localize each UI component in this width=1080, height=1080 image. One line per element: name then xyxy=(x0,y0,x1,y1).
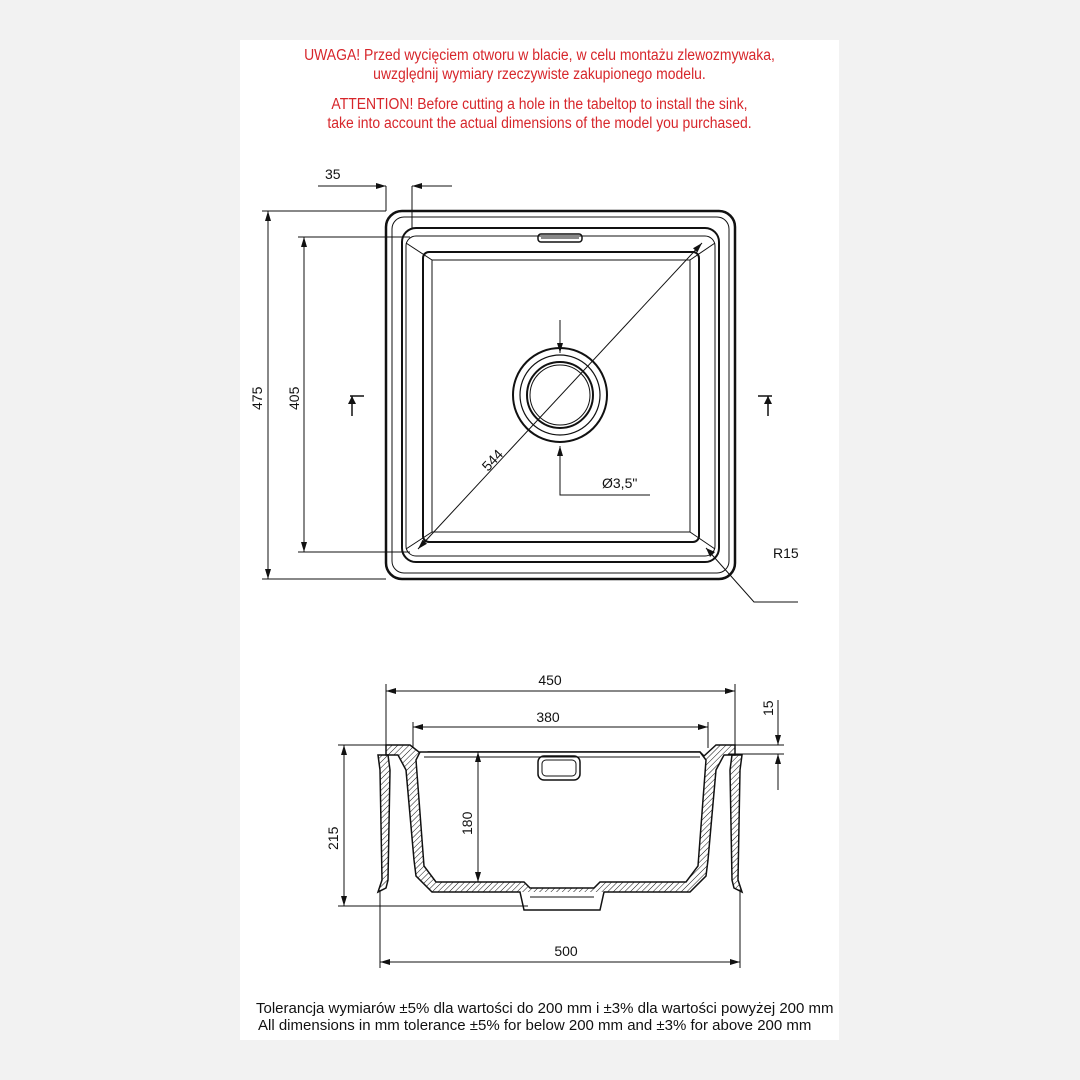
inner-width-label: 380 xyxy=(536,709,560,725)
section-view xyxy=(325,672,784,968)
drain-outlet xyxy=(520,892,604,910)
bowl-floor-inner xyxy=(432,260,690,532)
total-height-label: 215 xyxy=(325,826,341,850)
corner-bevel xyxy=(690,532,715,549)
rim-width-label: 35 xyxy=(325,166,341,182)
drain-ring xyxy=(520,355,600,435)
tolerance-polish: Tolerancja wymiarów ±5% dla wartości do 200 mm i ±3% dla wartości powyżej 200 mm xyxy=(256,1000,834,1017)
countertop-left xyxy=(378,755,390,892)
inner-height-label: 405 xyxy=(286,386,302,410)
drain-hole xyxy=(527,362,593,428)
outer-height-label: 475 xyxy=(249,386,265,410)
corner-bevel xyxy=(406,532,432,549)
diagonal-dim-label: 544 xyxy=(478,446,507,475)
section-marker-left xyxy=(348,396,364,416)
section-marker-right xyxy=(758,396,772,416)
warning-en-line1: ATTENTION! Before cutting a hole in the tabeltop to install the sink, xyxy=(331,96,748,113)
depth-label: 180 xyxy=(459,811,475,835)
warning-pl-line1: UWAGA! Przed wycięciem otworu w blacie, w celu montażu zlewozmywaka, xyxy=(304,47,775,64)
countertop-right xyxy=(730,755,742,892)
warning-pl-line2: uwzględnij wymiary rzeczywiste zakupionego modelu. xyxy=(373,66,706,83)
warning-en-line2: take into account the actual dimensions of the model you purchased. xyxy=(327,115,752,132)
corner-radius-label: R15 xyxy=(773,545,799,561)
tolerance-english: All dimensions in mm tolerance ±5% for below 200 mm and ±3% for above 200 mm xyxy=(258,1017,812,1034)
rim-thickness-label: 15 xyxy=(760,700,776,716)
bottom-width-label: 500 xyxy=(554,943,578,959)
drain-diameter-label: Ø3,5" xyxy=(602,475,638,491)
diagonal-dim-line xyxy=(418,243,702,549)
top-width-label: 450 xyxy=(538,672,562,688)
top-view xyxy=(249,166,799,602)
